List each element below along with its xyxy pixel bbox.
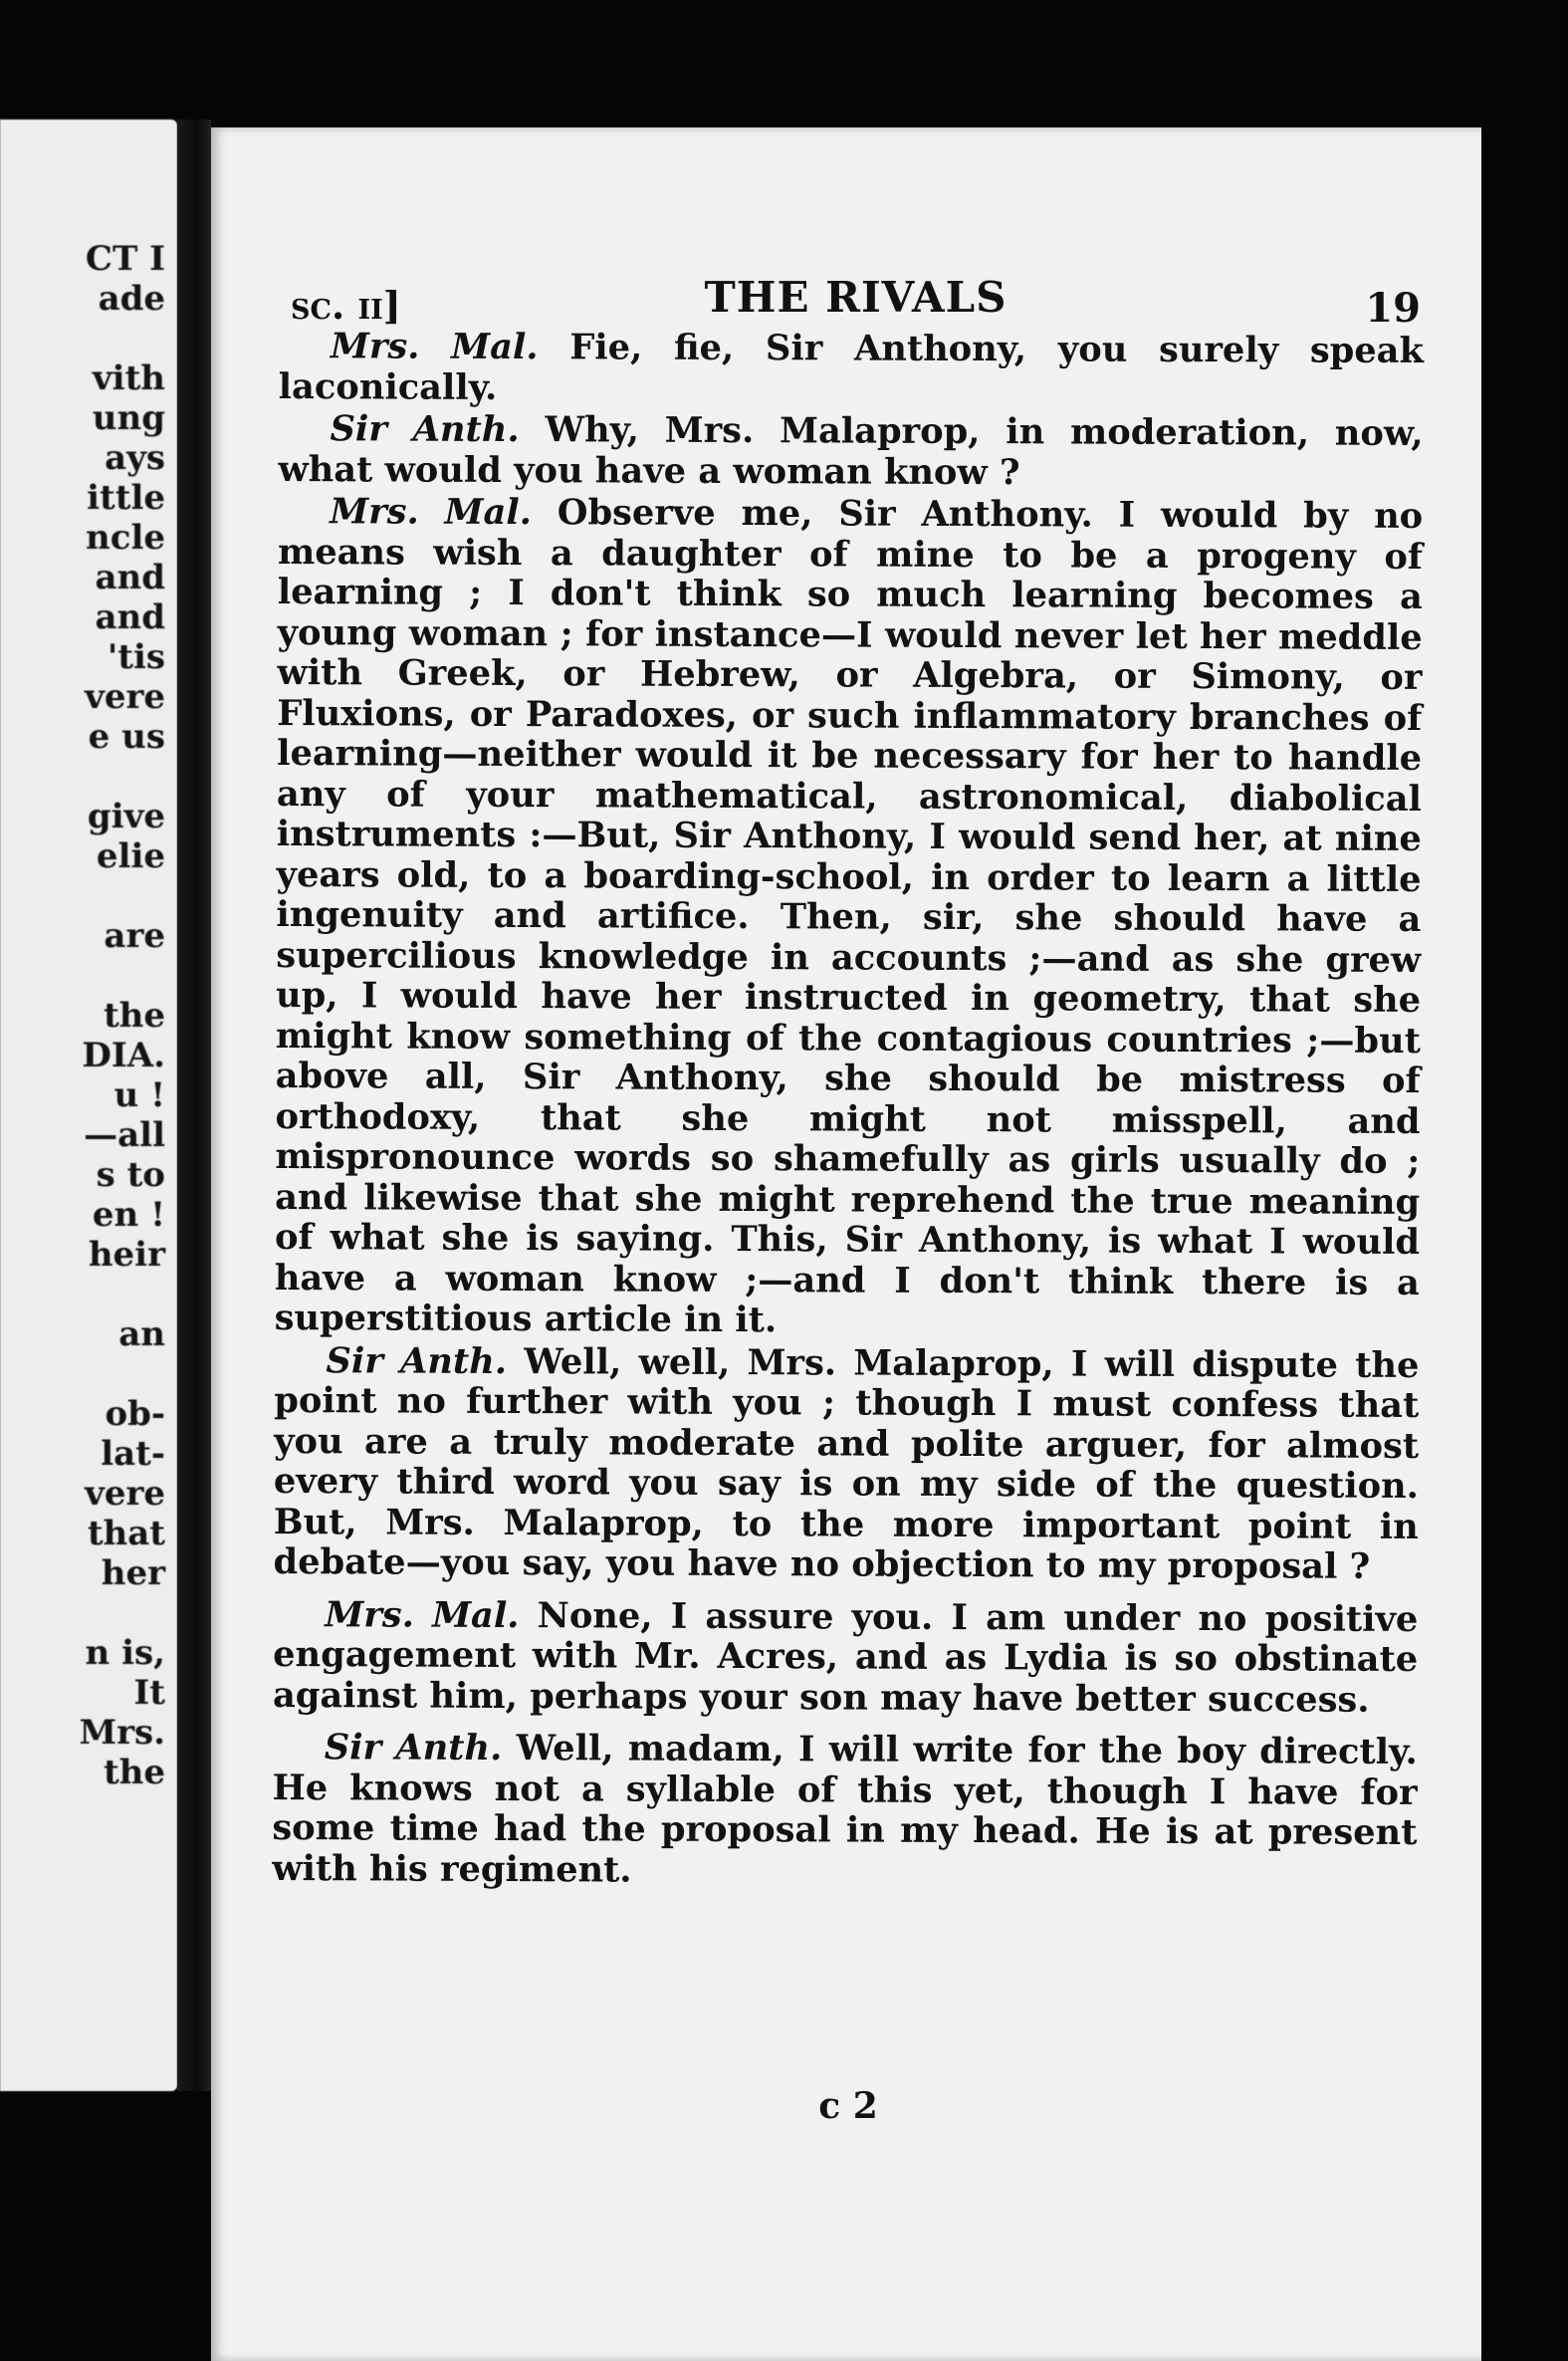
paragraph-1 <box>279 327 1424 412</box>
speech-text: None, I assure you. I am under no positive engagement with Mr. Acres, and as Lydia is so obstinate against him, perhaps your son may have better success. <box>272 1594 1419 1721</box>
running-title: THE RIVALS <box>704 273 1008 322</box>
left-page-line: vere <box>85 1474 165 1514</box>
left-page-line: n is, <box>85 1633 165 1673</box>
scan-border <box>1481 100 1568 2361</box>
left-page-line: ncle <box>86 518 165 558</box>
left-page-line: 'tis <box>107 637 165 677</box>
left-page-line: ittle <box>87 478 165 518</box>
left-page-line: give <box>87 797 165 836</box>
paragraph-3 <box>275 492 1424 1344</box>
left-page-line: u ! <box>113 1075 165 1115</box>
speaker-name: Mrs. Mal. <box>330 326 539 368</box>
left-page-line: an <box>118 1314 165 1354</box>
left-page-line: ob- <box>105 1394 165 1434</box>
left-page-line: It <box>133 1673 165 1713</box>
book-gutter <box>177 119 211 2091</box>
running-header <box>291 265 1421 332</box>
left-page-line: elie <box>96 836 165 876</box>
page-number: 19 <box>1365 285 1421 332</box>
left-page-line: are <box>104 916 165 956</box>
speaker-name: Sir Anth. <box>324 1727 503 1769</box>
left-page-line: the <box>103 1753 165 1792</box>
left-page-line: DIA. <box>82 1036 165 1075</box>
left-page-line: and <box>95 558 165 597</box>
left-page-line: heir <box>88 1235 165 1275</box>
speech-text: Well, well, Mrs. Malaprop, I will dispute the point no further with you ; though I must confess that you are a truly moderate and polite arguer, for almost every third word you say is on my side of the question. But, Mrs. Malaprop, to the more important point in debate—you say, you have no objection to my proposal ? <box>273 1340 1420 1587</box>
left-page-line: her <box>101 1553 165 1593</box>
speaker-name: Mrs. Mal. <box>325 1593 520 1636</box>
scene-marker: sc. ii] <box>291 283 401 328</box>
left-page-line: ung <box>92 398 165 438</box>
left-page-line: vere <box>85 677 165 717</box>
left-page-line: lat- <box>101 1434 165 1474</box>
speech-text: Well, madam, I will write for the boy directly. He knows not a syllable of this yet, though I have for some time had the proposal in my head. He is at present with his regiment. <box>272 1728 1418 1891</box>
speech-text: Fie, fie, Sir Anthony, you surely speak laconically. <box>278 327 1424 408</box>
speaker-name: Sir Anth. <box>326 1339 508 1382</box>
left-page-line: —all <box>84 1115 165 1155</box>
left-page-fragment <box>0 119 177 2091</box>
left-page-line: that <box>87 1514 165 1553</box>
left-page-line: e us <box>88 717 165 757</box>
speech-text: Why, Mrs. Malaprop, in moderation, now, what would you have a woman know ? <box>278 409 1424 493</box>
left-page-line: s to <box>96 1155 165 1195</box>
paragraph-5 <box>273 1594 1419 1721</box>
speech-text: Observe me, Sir Anthony. I would by no means wish a daughter of mine to be a progeny of learning ; I don't think so much learning becomes a young woman ; for instance—I would never let her meddle with Greek, or Hebrew, or Algebra, or Simony, or Fluxions, or Paradoxes, or such inflammatory branches of learning—neither would it be necessary for her to handle any of your mathematical, astronomical, diabolical instruments :—But, Sir Anthony, I would send her, at nine years old, to a boarding-school, in order to learn a little ingenuity and artifice. Then, sir, she should have a supercilious knowledge in accounts ;—and as she grew up, I would have her instructed in geometry, that she might know something of the contagious countries ;—but above all, Sir Anthony, she should be mistress of orthodoxy, that she might not misspell, and mispronounce words so shamefully as girls usually do ; and likewise that she might reprehend the true meaning of what she is saying. This, Sir Anthony, is what I would have a woman know ;—and I don't think there is a superstitious article in it. <box>274 492 1424 1341</box>
left-page-line: CT I <box>85 239 165 279</box>
signature-mark: c 2 <box>818 2085 878 2127</box>
left-page-line: en ! <box>92 1195 165 1235</box>
left-page-line: ays <box>105 438 165 478</box>
left-page-line: and <box>95 597 165 637</box>
speaker-name: Sir Anth. <box>330 408 520 451</box>
left-page-line: Mrs. <box>79 1713 165 1753</box>
paragraph-6 <box>272 1728 1418 1894</box>
left-page-line: vith <box>92 358 165 398</box>
page-text <box>272 327 1424 1894</box>
left-page-line: ade <box>98 279 165 319</box>
paragraph-2 <box>278 409 1423 495</box>
speaker-name: Mrs. Mal. <box>330 491 533 534</box>
left-page-line: the <box>103 996 165 1036</box>
book-page <box>211 127 1485 2361</box>
paragraph-4 <box>273 1340 1419 1587</box>
